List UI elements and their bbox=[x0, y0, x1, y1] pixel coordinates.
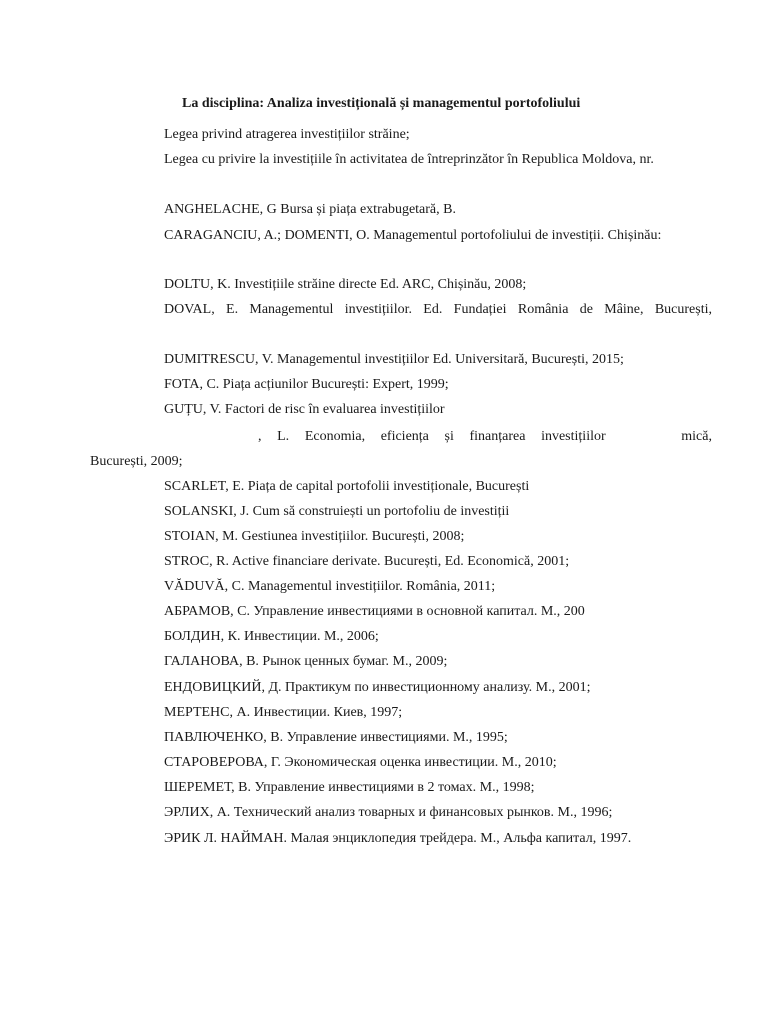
bibliography-entry: МЕРТЕНС, А. Инвестиции. Киев, 1997; bbox=[164, 705, 403, 720]
wrapped-word: finanțarea bbox=[469, 429, 526, 444]
bibliography-entry: ANGHELACHE, G Bursa și piața extrabugetară, B. bbox=[164, 202, 456, 217]
justified-word: Ed. bbox=[423, 302, 443, 317]
bibliography-entry: ГАЛАНОВА, В. Рынок ценных бумаг. М., 2009; bbox=[164, 654, 448, 669]
bibliography-entry: Legea privind atragerea investițiilor străine; bbox=[164, 127, 410, 142]
wrapped-word: mică, bbox=[681, 429, 712, 444]
bibliography-entry: ПАВЛЮЧЕНКО, В. Управление инвестициями. М., 1995; bbox=[164, 730, 508, 745]
bibliography-entry: ЭРИК Л. НАЙМАН. Малая энциклопедия трейдера. М., Альфа капитал, 1997. bbox=[164, 831, 632, 846]
justified-word: de bbox=[579, 302, 593, 317]
bibliography-entry: БОЛДИН, К. Инвестиции. М., 2006; bbox=[164, 629, 379, 644]
bibliography-entry: ЭРЛИХ, А. Технический анализ товарных и финансовых рынков. М., 1996; bbox=[164, 805, 613, 820]
bibliography-entry: ЕНДОВИЦКИЙ, Д. Практикум по инвестиционному анализу. М., 2001; bbox=[164, 680, 591, 695]
wrapped-word: și bbox=[444, 429, 454, 444]
bibliography-entry: VĂDUVĂ, C. Managementul investițiilor. România, 2011; bbox=[164, 579, 496, 594]
justified-word: E. bbox=[226, 302, 239, 317]
bibliography-entry: GUȚU, V. Factori de risc în evaluarea investițiilor bbox=[164, 402, 445, 417]
wrapped-word: Economia, bbox=[304, 429, 366, 444]
wrapped-word: L. bbox=[277, 429, 290, 444]
bibliography-entry: STOIAN, M. Gestiunea investițiilor. București, 2008; bbox=[164, 529, 465, 544]
wrapped-entry-first-line bbox=[258, 429, 712, 445]
bibliography-entry: STROC, R. Active financiare derivate. București, Ed. Economică, 2001; bbox=[164, 554, 570, 569]
justified-word: România bbox=[517, 302, 569, 317]
bibliography-entry: DOLTU, K. Investițiile străine directe Ed. ARC, Chișinău, 2008; bbox=[164, 277, 527, 292]
justified-word: investițiilor. bbox=[344, 302, 412, 317]
wrapped-entry-continuation: București, 2009; bbox=[90, 454, 183, 469]
bibliography-entry: АБРАМОВ, С. Управление инвестициями в основной капитал. М., 200 bbox=[164, 604, 585, 619]
wrapped-word: investițiilor bbox=[541, 429, 606, 444]
page-title: La disciplina: Analiza investițională și managementul portofoliului bbox=[182, 96, 581, 111]
bibliography-entry bbox=[164, 302, 712, 318]
justified-word: Mâine, bbox=[604, 302, 644, 317]
bibliography-entry: СТАРОВЕРОВА, Г. Экономическая оценка инвестиции. М., 2010; bbox=[164, 755, 557, 770]
bibliography-entry: CARAGANCIU, A.; DOMENTI, O. Managementul portofoliului de investiții. Chișinău: bbox=[164, 228, 662, 243]
bibliography-entry: SOLANSKI, J. Cum să construiești un portofoliu de investiții bbox=[164, 504, 510, 519]
wrapped-word: , bbox=[258, 429, 262, 444]
justified-word: București, bbox=[654, 302, 712, 317]
bibliography-entry: Legea cu privire la investițiile în activitatea de întreprinzător în Republica Moldova, nr. bbox=[164, 152, 654, 167]
justified-word: DOVAL, bbox=[164, 302, 215, 317]
bibliography-entry: DUMITRESCU, V. Managementul investițiilor Ed. Universitară, București, 2015; bbox=[164, 352, 624, 367]
bibliography-entry: SCARLET, E. Piața de capital portofolii investiționale, București bbox=[164, 479, 530, 494]
justified-word: Managementul bbox=[249, 302, 334, 317]
wrapped-word: eficiența bbox=[380, 429, 429, 444]
bibliography-entry: FOTA, C. Piața acțiunilor București: Expert, 1999; bbox=[164, 377, 449, 392]
justified-word: Fundației bbox=[453, 302, 507, 317]
bibliography-entry: ШЕРЕМЕТ, В. Управление инвестициями в 2 томах. М., 1998; bbox=[164, 780, 535, 795]
